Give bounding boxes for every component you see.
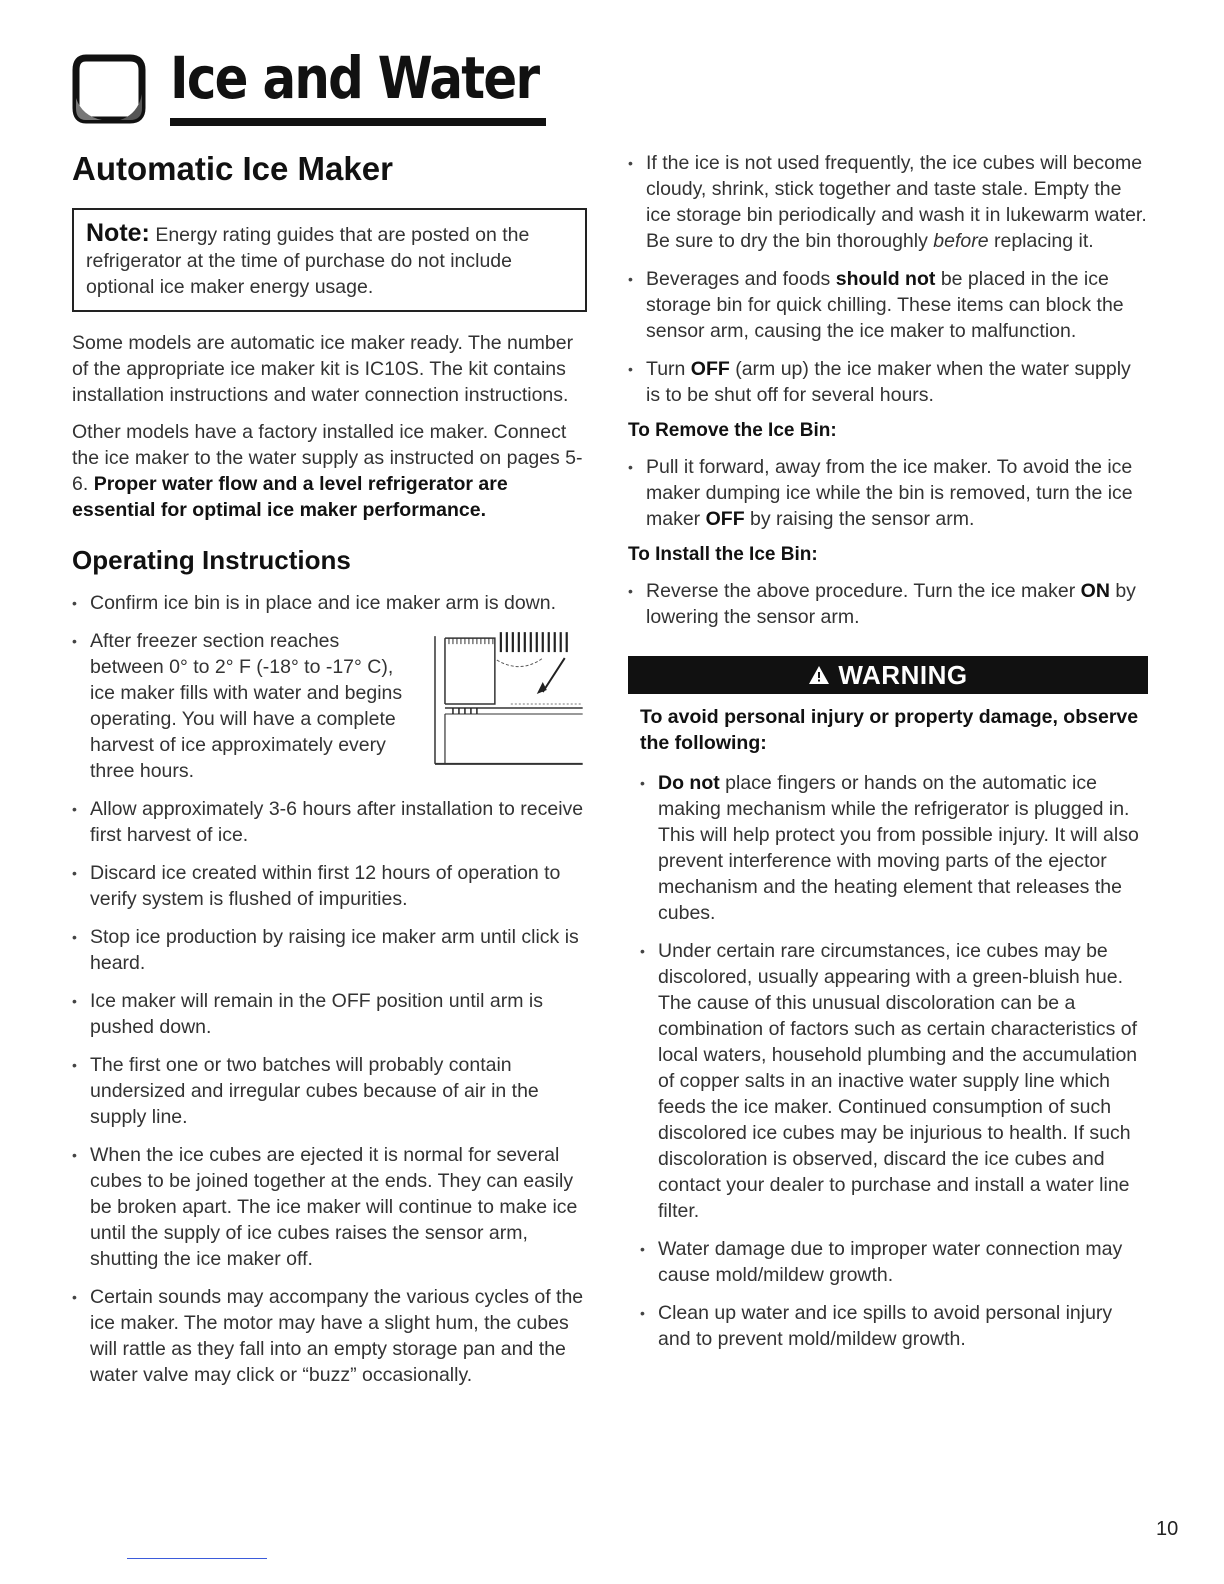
list-item	[628, 266, 1148, 344]
list-item-text: If the ice is not used frequently, the ice cubes will become cloudy, shrink, stick together and taste stale. Empty the ice storage bin periodically and wash it in lukewarm water. Be sure to dry the bin thoroughly	[646, 152, 1147, 252]
list-item-text: Turn	[646, 358, 686, 380]
automatic-ice-maker-heading: Automatic Ice Maker	[72, 150, 393, 187]
footer-rule	[127, 1558, 267, 1559]
list-item: • Discard ice created within first 12 hours of operation to verify system is flushed of impurities.	[72, 860, 587, 912]
list-item	[72, 628, 587, 784]
list-item: • Certain sounds may accompany the various cycles of the ice maker. The motor may have a slight hum, the cubes will rattle as they fall into an empty storage pan and the water valve may click or “buzz” occasionally.	[72, 1284, 587, 1388]
remove-ice-bin-list	[628, 454, 1148, 532]
warning-banner	[628, 656, 1148, 694]
warning-triangle-icon	[808, 665, 830, 685]
ice-maker-illustration	[431, 630, 587, 768]
title-underline	[170, 118, 546, 126]
note-box	[72, 208, 587, 312]
list-item-text: by raising the sensor arm.	[750, 508, 975, 530]
list-item: • Ice maker will remain in the OFF position until arm is pushed down.	[72, 988, 587, 1040]
list-item-bold: ON	[1080, 580, 1110, 602]
list-item: • Stop ice production by raising ice maker arm until click is heard.	[72, 924, 587, 976]
section-header	[72, 44, 539, 128]
list-item: • Under certain rare circumstances, ice cubes may be discolored, usually appearing with a green-bluish hue. The cause of this unusual discoloration can be a combination of factors such as certain characteristics of local waters, household plumbing and the accumulation of copper salts in an inactive water supply line which feeds the ice maker. Continued consumption of such discolored ice cubes may be injurious to health. If such discoloration is observed, discard the ice cubes and contact your dealer to purchase and install a water line filter.	[640, 938, 1148, 1224]
warning-intro: To avoid personal injury or property damage, observe the following:	[640, 706, 1139, 754]
list-item-text: place fingers or hands on the automatic ice making mechanism while the refrigerator is plugged in. This will help protect you from possible injury. It will also prevent interference with moving parts of the ejector mechanism and the heating element that releases the cubes.	[658, 772, 1139, 924]
list-item-bold: OFF	[690, 358, 730, 380]
list-item-italic: before	[933, 230, 989, 252]
list-item: • Confirm ice bin is in place and ice maker arm is down.	[72, 590, 587, 616]
list-item-text: Pull it forward, away from the ice maker. To avoid the ice maker dumping ice while the bin is removed, turn the ice maker	[646, 456, 1133, 530]
list-item: • Clean up water and ice spills to avoid personal injury and to prevent mold/mildew growth.	[640, 1300, 1148, 1352]
list-item	[628, 454, 1148, 532]
remove-ice-bin-heading: To Remove the Ice Bin:	[628, 420, 837, 441]
care-list	[628, 150, 1148, 408]
factory-paragraph	[72, 419, 587, 523]
warning-label: WARNING	[838, 659, 968, 690]
list-item-text: (arm up) the ice maker when the water supply is to be shut off for several hours.	[646, 358, 1131, 406]
install-ice-bin-heading: To Install the Ice Bin:	[628, 544, 818, 565]
list-item-text: replacing it.	[993, 230, 1094, 252]
list-item	[628, 578, 1148, 630]
factory-paragraph-text: Other models have a factory installed ice maker. Connect the ice maker to the water supply as instructed on pages 5-6.	[72, 421, 583, 495]
list-item-text: be placed in the ice storage bin for quick chilling. These items can block the sensor arm, causing the ice maker to malfunction.	[646, 268, 1124, 342]
warning-list	[640, 770, 1148, 1352]
list-item-bold: should not	[835, 268, 936, 290]
intro-paragraph: Some models are automatic ice maker ready. The number of the appropriate ice maker kit is IC10S. The kit contains installation instructions and water connection instructions.	[72, 332, 574, 406]
list-item: • The first one or two batches will probably contain undersized and irregular cubes because of air in the supply line.	[72, 1052, 587, 1130]
list-item: • Water damage due to improper water connection may cause mold/mildew growth.	[640, 1236, 1148, 1288]
list-item-bold: Do not	[658, 772, 720, 794]
factory-paragraph-bold: Proper water flow and a level refrigerator are essential for optimal ice maker performance.	[72, 473, 508, 521]
list-item-text: Reverse the above procedure. Turn the ice maker	[646, 580, 1076, 602]
operating-instructions-list	[72, 590, 587, 1388]
page-number: 10	[1156, 1518, 1179, 1540]
list-item-text: • After freezer section reaches between 0° to 2° F (-18° to -17° C), ice maker fills with water and begins operating. You will have a complete harvest of ice approximately every three hours.	[90, 630, 403, 782]
ice-cube-icon	[72, 54, 146, 128]
left-column	[72, 150, 587, 1400]
list-item: • Allow approximately 3-6 hours after installation to receive first harvest of ice.	[72, 796, 587, 848]
install-ice-bin-list	[628, 578, 1148, 630]
list-item-text: by lowering the sensor arm.	[646, 580, 1136, 628]
page-title: Ice and Water	[170, 44, 539, 112]
list-item	[628, 150, 1148, 254]
list-item-bold: OFF	[705, 508, 745, 530]
list-item-text: Beverages and foods	[646, 268, 831, 290]
operating-instructions-heading: Operating Instructions	[72, 545, 351, 575]
list-item	[628, 356, 1148, 408]
list-item: • When the ice cubes are ejected it is normal for several cubes to be joined together at the ends. They can easily be broken apart. The ice maker will continue to make ice until the supply of ice cubes raises the sensor arm, shutting the ice maker off.	[72, 1142, 587, 1272]
list-item	[640, 770, 1148, 926]
right-column	[628, 150, 1148, 1364]
note-text: Energy rating guides that are posted on the refrigerator at the time of purchase do not include optional ice maker energy usage.	[86, 224, 530, 298]
note-label: Note:	[86, 219, 150, 247]
